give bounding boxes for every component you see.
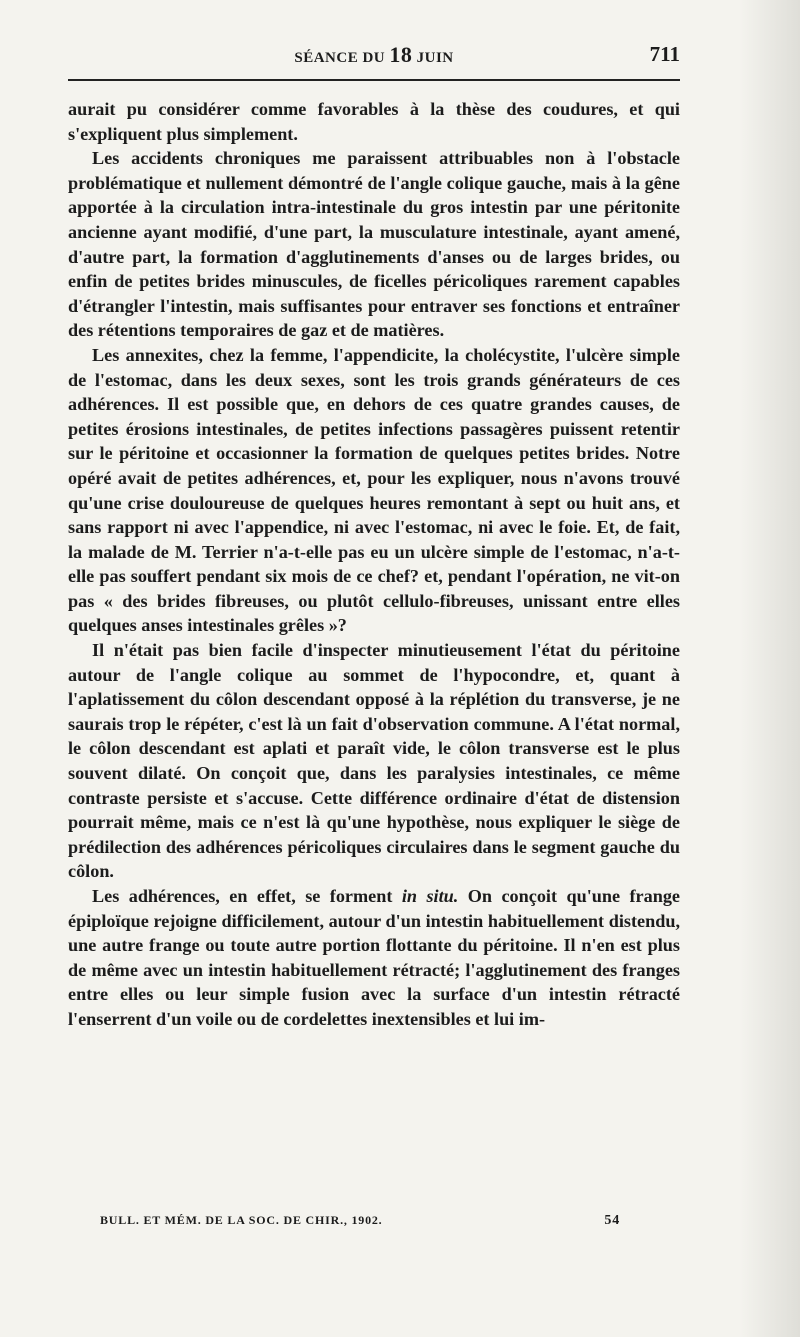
paragraph: Il n'était pas bien facile d'inspecter minutieusement l'état du péritoine autour de l'angle colique au sommet de l'hypocondre, et, quant à l'aplatissement du côlon descendant opposé à la réplétion du transverse, je ne saurais trop le répéter, c'est là un fait d'observation commune. A l'état normal, le côlon descendant est aplati et paraît vide, le côlon transverse est le plus souvent dilaté. On conçoit que, dans les paralysies intestinales, ce même contraste persiste et s'accuse. Cette différence ordinaire d'état de distension pourrait même, mais ce n'est là qu'une hypothèse, nous expliquer le siège de prédilection des adhérences péricoliques circulaires dans le segment gauche du côlon.: [68, 640, 680, 882]
paragraph: aurait pu considérer comme favorables à la thèse des coudures, et qui s'expliquent plus simplement.: [68, 99, 680, 144]
running-head-month: JUIN: [416, 50, 454, 66]
running-head-prefix: SÉANCE DU: [294, 50, 386, 66]
journal-reference: BULL. ET MÉM. DE LA SOC. DE CHIR., 1902.: [100, 1213, 383, 1227]
page-footer: [100, 1213, 620, 1228]
paragraph-text: Les adhérences, en effet, se forment: [92, 886, 402, 906]
page-number: 711: [649, 42, 680, 66]
paragraph-text: On conçoit qu'une frange épiploïque rejoigne difficilement, autour d'un intestin habituellement distendu, une autre frange ou toute autre portion flottante du péritoine. Il n'en est plus de même avec un intestin habituellement rétracté; l'agglutinement des franges entre elles ou leur simple fusion avec la surface d'un intestin rétracté l'enserrent d'un voile ou de cordelettes inextensibles et lui im-: [68, 886, 681, 1029]
page-header: [68, 42, 680, 72]
header-rule: [68, 79, 680, 81]
signature-mark: 54: [604, 1213, 620, 1228]
running-head: [68, 42, 680, 68]
paragraph-last: [68, 884, 680, 1032]
body-text: [68, 97, 680, 1032]
page-edge-shadow: [740, 0, 800, 1337]
paragraph: Les annexites, chez la femme, l'appendicite, la cholécystite, l'ulcère simple de l'estomac, dans les deux sexes, sont les trois grands générateurs de ces adhérences. Il est possible que, en dehors de ces quatre grandes causes, de petites érosions intestinales, de petites infections passagères puissent retentir sur le péritoine et occasionner la formation de quelques petites brides. Notre opéré avait de petites adhérences, et, pour les expliquer, nous n'avons trouvé qu'une crise douloureuse de quelques heures remontant à sept ou huit ans, et sans rapport ni avec l'appendice, ni avec l'estomac, ni avec le foie. Et, de fait, la malade de M. Terrier n'a-t-elle pas eu un ulcère simple de l'estomac, n'a-t-elle pas souffert pendant six mois de ce chef? et, pendant l'opération, ne vit-on pas « des brides fibreuses, ou plutôt cellulo-fibreuses, unissant entre elles quelques anses intestinales grêles »?: [68, 344, 680, 636]
italic-phrase: in situ.: [401, 886, 459, 906]
paragraph: Les accidents chroniques me paraissent attribuables non à l'obstacle problématique et nullement démontré de l'angle colique gauche, mais à la gêne apportée à la circulation intra-intestinale du gros intestin par une péritonite ancienne ayant modifié, d'une part, la musculature intestinale, ayant amené, d'autre part, la formation d'agglutinements d'anses ou de larges brides, ou enfin de petites brides minuscules, de ficelles péricoliques rarement capables d'étrangler l'intestin, mais suffisantes pour entraver ses fonctions et entraîner des rétentions temporaires de gaz et de matières.: [68, 148, 680, 341]
running-head-day: 18: [389, 42, 413, 67]
